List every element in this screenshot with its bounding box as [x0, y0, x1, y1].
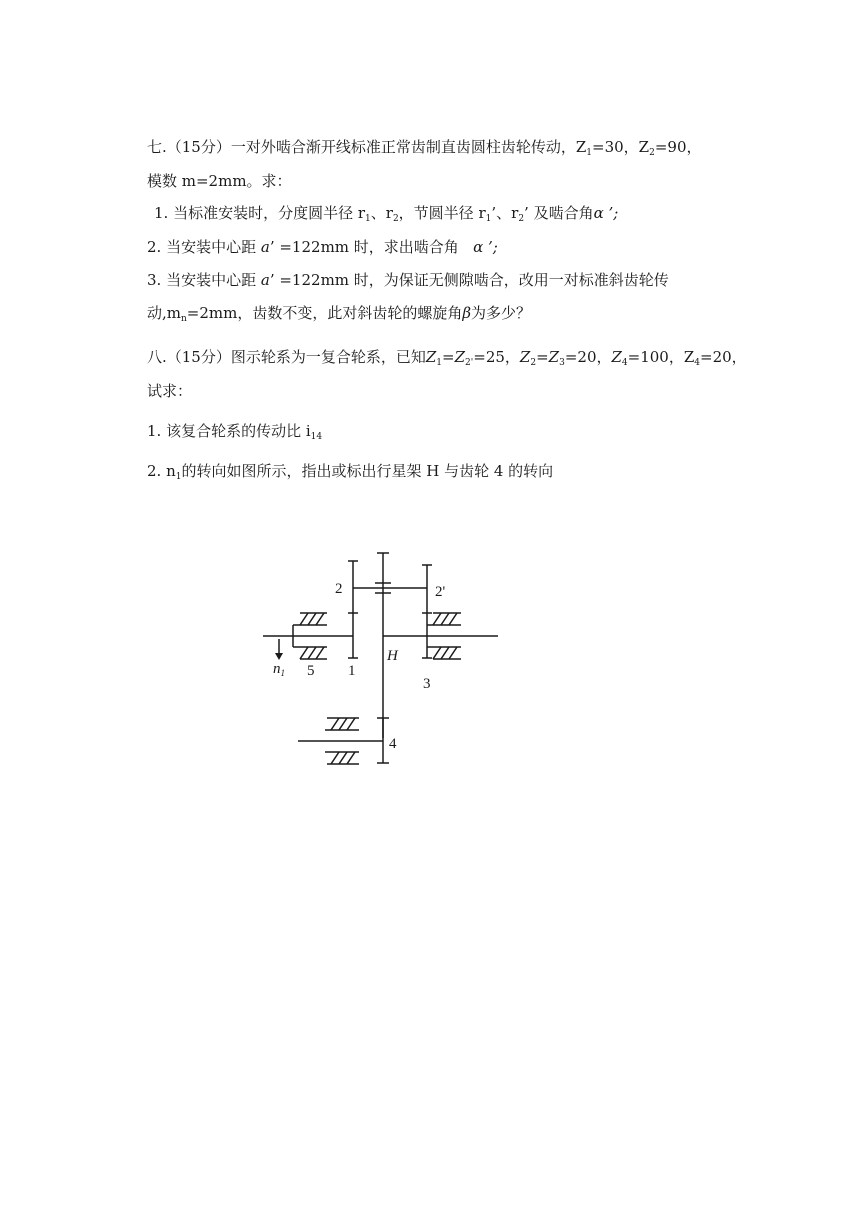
problem7-item3-line1: 3. 当安装中心距 a’ =122mm 时，为保证无侧隙啮合，改用一对标准斜齿轮传 — [147, 271, 669, 289]
problem8-line2: 试求： — [147, 382, 193, 400]
problem8-item1: 1. 该复合轮系的传动比 $i_{14}$ — [147, 422, 323, 442]
label-n1: $n_1$ — [273, 661, 285, 678]
label-5: 5 — [307, 663, 315, 679]
problem7-item3-line2: 动$,m_n=2mm$，齿数不变，此对斜齿轮的螺旋角β为多少？ — [147, 304, 532, 324]
problem7-line2: 模数 m=2mm。求： — [147, 172, 292, 190]
problem7-item1: 1. 当标准安装时，分度圆半径 $r_1$、$r_2$，节圆半径 $r_1$’、$r_2$’ 及啮合角α ’; — [154, 204, 619, 224]
label-gear-3: 3 — [423, 676, 431, 692]
label-carrier-H: H — [387, 648, 398, 664]
label-gear-4: 4 — [389, 736, 397, 752]
problem8-item2: 2. $n_1$的转向如图所示，指出或标出行星架 H 与齿轮 4 的转向 — [147, 462, 554, 482]
problem7-line1: 七.（15分）一对外啮合渐开线标准正常齿制直齿圆柱齿轮传动，$Z_1=30$，$Z_2=90$， — [147, 138, 702, 158]
problem7-item2: 2. 当安装中心距 a’ =122mm 时，求出啮合角 α ’; — [147, 238, 498, 256]
problem8-line1: 八.（15分）图示轮系为一复合轮系，已知$Z_1=Z_{2'}=25$，$Z_2=Z_3=20$，$Z_4=100$，$Z_4=20$， — [147, 348, 747, 368]
label-gear-2: 2 — [335, 581, 343, 597]
label-gear-1: 1 — [348, 663, 356, 679]
n1-arrow-head — [275, 653, 283, 660]
gear-train-diagram — [255, 543, 515, 778]
label-gear-2-prime: 2' — [435, 584, 446, 600]
